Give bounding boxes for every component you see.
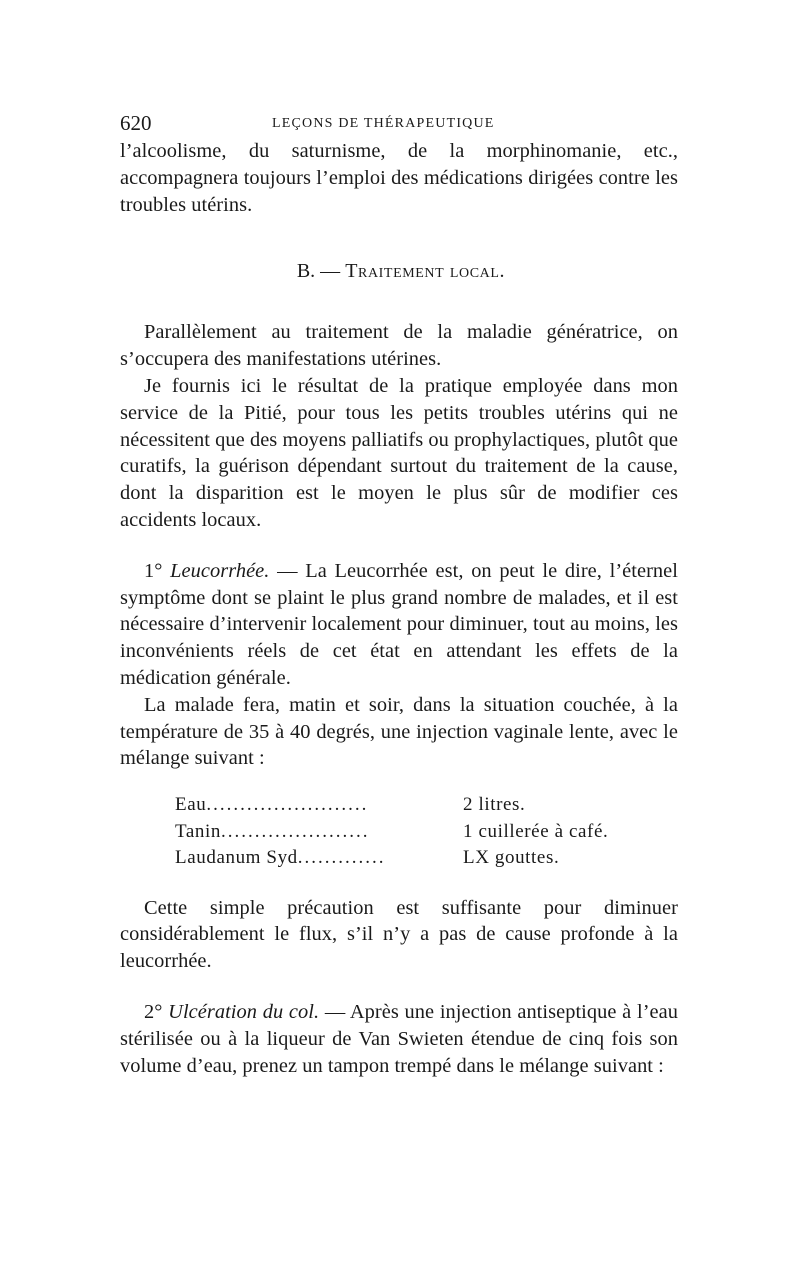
recipe-ingredient: Laudanum Syd............. (175, 847, 386, 869)
section-heading (120, 258, 678, 284)
running-title: LEÇONS DE THÉRAPEUTIQUE (272, 116, 495, 131)
paragraph-injection: La malade fera, matin et soir, dans la situation couchée, à la température de 35 à 40 degrés, une injection vaginale lente, avec le mélange suivant : (120, 693, 678, 770)
paragraph-pratique: Je fournis ici le résultat de la pratique employée dans mon service de la Pitié, pour tous les petits troubles utérins qui ne nécessitent que des moyens palliatifs ou prophylactiques, plutôt que curatifs, la guérison dépendant surtout du traitement de la cause, dont la disparition est le moyen le plus sûr de modifier ces accidents locaux. (120, 374, 678, 531)
ulceration-number: 2° (144, 1001, 169, 1024)
paragraph-parallelement: Parallèlement au traitement de la maladie génératrice, on s’occupera des manifestations utérines. (120, 321, 678, 371)
recipe-row (175, 792, 645, 819)
recipe-quantity: 2 litres. (463, 794, 526, 816)
recipe-ingredient: Tanin...................... (175, 820, 370, 842)
leucorrhee-number: 1° (144, 559, 171, 582)
ulceration-title: Ulcération du col. (168, 1001, 320, 1024)
ulceration-body: — Après une injection antiseptique à l’eau stérilisée ou à la liqueur de Van Swieten étendue de cinq fois son volume d’eau, prenez un tampon trempé dans le mélange suivant : (120, 1001, 678, 1077)
section-title: Traitement local. (345, 260, 506, 283)
recipe-row (175, 845, 645, 872)
book-page (120, 108, 678, 1079)
section-letter: B. — (296, 260, 346, 283)
page-number: 620 (120, 111, 152, 135)
recipe-quantity: 1 cuillerée à café. (463, 820, 609, 842)
recipe-row (175, 819, 645, 846)
paragraph-alcoolisme: l’alcoolisme, du saturnisme, de la morphinomanie, etc., accompagnera toujours l’emploi des médications dirigées contre les troubles utérins. (120, 140, 678, 216)
recipe-table (175, 792, 645, 872)
paragraph-ulceration (120, 999, 678, 1079)
paragraph-leucorrhee (120, 558, 678, 692)
running-head (120, 108, 678, 138)
recipe-quantity: LX gouttes. (463, 847, 560, 869)
recipe-ingredient: Eau........................ (175, 794, 369, 816)
leucorrhee-title: Leucorrhée. (170, 559, 270, 582)
leucorrhee-body: — La Leucorrhée est, on peut le dire, l’éternel symptôme dont se plaint le plus grand nombre de malades, et il est nécessaire d’intervenir localement pour diminuer, tout au moins, les inconvénients réels de cet état en attendant les effets de la médication générale. (120, 559, 678, 689)
paragraph-precaution: Cette simple précaution est suffisante pour diminuer considérablement le flux, s’il n’y a pas de cause profonde à la leucorrhée. (120, 896, 678, 973)
